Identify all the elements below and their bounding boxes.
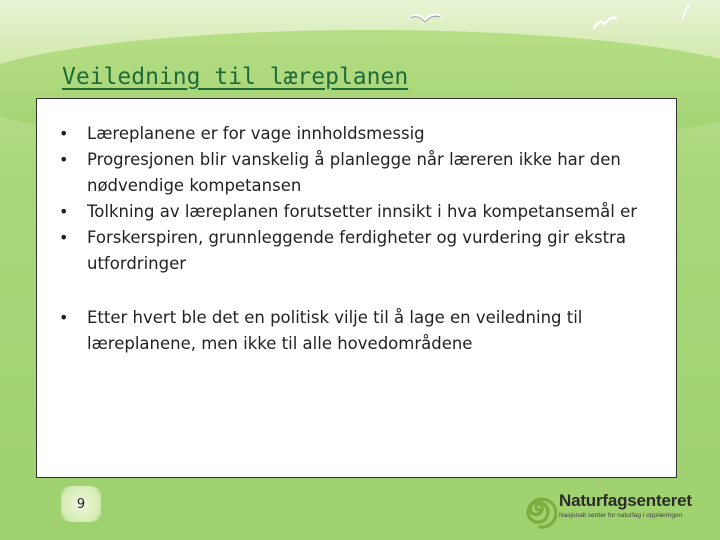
- bullet-item: • Læreplanene er for vage innholdsmessig: [57, 121, 647, 147]
- content-panel: [36, 98, 677, 478]
- seagull-icon: [592, 14, 618, 34]
- bullet-item: • Etter hvert ble det en politisk vilje til å lage en veiledning til læreplanene, men ikke til alle hovedområdene: [57, 305, 647, 357]
- logo-name: Naturfagsenteret: [559, 491, 692, 510]
- bullet-item: • Forskerspiren, grunnleggende ferdigheter og vurdering gir ekstra utfordringer: [57, 225, 647, 277]
- spiral-logo-icon: [521, 488, 557, 532]
- bullet-item: • Progresjonen blir vanskelig å planlegge når læreren ikke har den nødvendige kompetansen: [57, 147, 647, 199]
- seagull-icon: [680, 2, 692, 22]
- page-number: 9: [61, 486, 101, 522]
- naturfagsenteret-logo: [521, 488, 691, 532]
- bullet-item: • Tolkning av læreplanen forutsetter innsikt i hva kompetansemål er: [57, 199, 647, 225]
- slide-title: Veiledning til læreplanen: [62, 64, 409, 90]
- slide-footer: [36, 478, 720, 540]
- seagull-icon: [408, 10, 442, 30]
- bullet-list: [57, 121, 647, 357]
- logo-subtitle: Nasjonalt senter for naturfag i opplæringen: [559, 512, 683, 519]
